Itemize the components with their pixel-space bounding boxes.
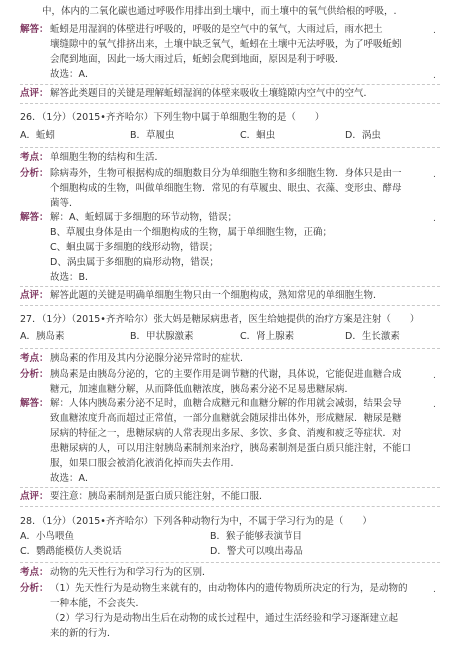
q27-jieda-line: 服，如果口服会被消化液消化掉而失去作用． [50,458,241,469]
q28-option-b: B．猴子能够表演节目 [210,531,303,542]
q26-comment: 解答此题的关键是明确单细胞生物只由一个细胞构成，熟知常见的单细胞生物． [50,290,383,301]
q26-fenxi-line: 除病毒外，生物可根据构成的细胞数目分为单细胞生物和多细胞生物．身体只是由一 [50,168,402,179]
q28-option-c: C．鹦鹉能模仿人类说话 [20,546,122,557]
q25-answer-label: 解答： [20,24,49,35]
margin-mark: . [433,585,436,595]
q26-option-b: B．草履虫 [130,130,175,141]
margin-mark: . [433,214,436,224]
divider [20,147,440,148]
q27-kaodian: 胰岛素的作用及其内分泌腺分泌异常时的症状． [50,353,250,364]
q27-option-b: B．甲状腺激素 [130,331,194,342]
divider [20,305,440,306]
divider [20,562,440,563]
q26-stem: 26．（1分）（2015•齐齐哈尔）下列生物中属于单细胞生物的是（ ） [20,112,325,123]
q27-comment-label: 点评： [20,491,49,502]
q27-fenxi-line: 胰岛素是由胰岛分泌的，它的主要作用是调节糖的代谢，具体说，它能促进血糖合成 [50,369,402,380]
q28-option-d: D．警犬可以嗅出毒品 [210,546,303,557]
divider [20,487,440,488]
q27-option-c: C．肾上腺素 [240,331,295,342]
margin-mark: . [433,400,436,410]
q26-option-a: A．蚯蚓 [20,130,55,141]
header-line: 中，体内的二氧化碳也通过呼吸作用排出到土壤中，而土壤中的氧气供给根的呼吸，. [42,6,397,17]
q25-choice: 故选：A． [50,69,95,80]
q27-jieda-line: 患糖尿病的人，可以用注射胰岛素制剂来治疗，胰岛素制剂是蛋白质只能注射，不能口 [50,443,412,454]
q26-comment-label: 点评： [20,290,49,301]
q26-jieda-label: 解答： [20,212,49,223]
q27-jieda-label: 解答： [20,398,49,409]
q26-kaodian: 单细胞生物的结构和生活． [50,152,165,163]
divider [20,84,440,85]
q26-fenxi-label: 分析： [20,168,49,179]
q27-jieda-line: 致血糖浓度升高而超过正常值，一部分血糖就会随尿排出体外，形成糖尿．糖尿是糖 [50,413,402,424]
divider [20,103,440,104]
q27-choice: 故选：A． [50,473,95,484]
q28-fenxi-line: 来的新的行为． [50,628,117,639]
q26-jieda-line: C、蛔虫属于多细胞的线形动物，错误； [50,242,219,253]
q28-option-a: A．小鸟喂鱼 [20,531,74,542]
q26-fenxi-line: 个细胞构成的生物，叫做单细胞生物．常见的有草履虫、眼虫、衣藻、变形虫、酵母 [50,183,402,194]
margin-mark: . [433,371,436,381]
q26-option-d: D．涡虫 [345,130,381,141]
q28-fenxi-label: 分析： [20,583,49,594]
margin-mark: . [433,170,436,180]
q25-comment: 解答此类题目的关键是理解蚯蚓湿润的体壁来吸收土壤缝隙内空气中的空气． [50,88,374,99]
q27-jieda-line: 解：人体内胰岛素分泌不足时，血糖合成糖元和血糖分解的作用就会减弱，结果会导 [50,398,402,409]
q28-kaodian-label: 考点： [20,567,49,578]
q27-fenxi-label: 分析： [20,369,49,380]
divider [20,506,440,507]
q26-kaodian-label: 考点： [20,152,49,163]
q26-jieda-line: B、草履虫身体是由一个细胞构成的生物，属于单细胞生物，正确； [50,227,333,238]
divider [20,348,440,349]
q27-option-d: D．生长激素 [345,331,400,342]
q28-fenxi-line: （1）先天性行为是动物生来就有的，由动物体内的遗传物质所决定的行为，是动物的 [50,583,408,594]
q27-fenxi-line: 糖元，加速血糖分解，从而降低血糖浓度，胰岛素分泌不足易患糖尿病． [50,384,355,395]
q26-option-c: C．蛔虫 [240,130,276,141]
q27-comment: 要注意：胰岛素制剂是蛋白质只能注射，不能口服． [50,491,269,502]
q27-option-a: A．胰岛素 [20,331,65,342]
q25-answer-line: 蚯蚓是用湿润的体壁进行呼吸的，呼吸的是空气中的氧气，大雨过后，雨水把土 [50,24,383,35]
q26-choice: 故选：B． [50,272,95,283]
q26-jieda-line: D、涡虫属于多细胞的扁形动物，错误； [50,257,219,268]
q27-kaodian-label: 考点： [20,353,49,364]
q28-fenxi-line: （2）学习行为是动物出生后在动物的成长过程中，通过生活经验和学习逐渐建立起 [50,613,399,624]
q26-fenxi-line: 菌等． [50,198,79,209]
q27-jieda-line: 尿病的特征之一，患糖尿病的人常表现出多尿、多饮、多食、消瘦和疲乏等症状．对 [50,428,402,439]
q27-stem: 27．（1分）（2015•齐齐哈尔）张大妈是糖尿病患者，医生给她提供的治疗方案是注射（ ） [20,314,420,325]
q25-comment-label: 点评： [20,88,49,99]
margin-mark: . [433,71,436,81]
q25-answer-line: 会爬到地面，因此一场大雨过后，蚯蚓会爬到地面，原因是利于呼吸． [50,54,345,65]
divider [20,286,440,287]
q28-kaodian: 动物的先天性行为和学习行为的区别． [50,567,212,578]
q28-fenxi-line: 一种本能，不会丧失． [50,598,146,609]
q26-jieda-line: 解：A、蚯蚓属于多细胞的环节动物，错误； [50,212,237,223]
q28-stem: 28．（1分）（2015•齐齐哈尔）下列各种动物行为中，不属于学习行为的是（ ） [20,516,372,527]
q25-answer-line: 壤缝隙中的氧气排挤出来，土壤中缺乏氧气，蚯蚓在土壤中无法呼吸，为了呼吸蚯蚓 [50,39,402,50]
margin-mark: . [433,26,436,36]
